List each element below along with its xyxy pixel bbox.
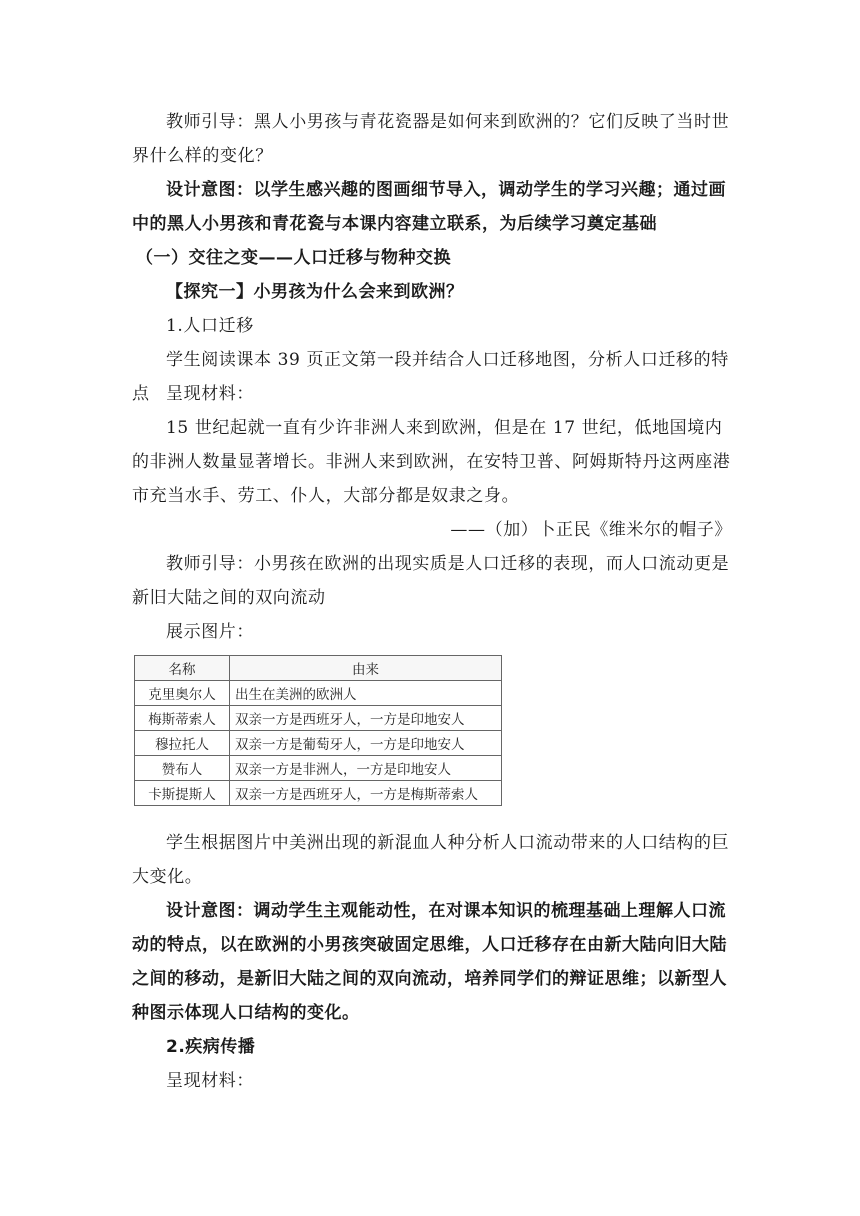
student-reading-paragraph: 学生阅读课本 39 页正文第一段并结合人口迁移地图，分析人口迁移的特点 bbox=[132, 350, 729, 404]
quote-source: ——（加）卜正民《维米尔的帽子》 bbox=[450, 520, 732, 540]
table-row bbox=[135, 706, 502, 731]
table-cell-origin: 双亲一方是西班牙人，一方是梅斯蒂索人 bbox=[230, 781, 502, 806]
design-intent-paragraph-1: 设计意图：以学生感兴趣的图画细节导入，调动学生的学习兴趣；通过画中的黑人小男孩和青花瓷与本课内容建立联系，为后续学习奠定基础 bbox=[132, 180, 726, 234]
table-cell-name: 穆拉托人 bbox=[135, 731, 230, 756]
student-analysis-paragraph: 学生根据图片中美洲出现的新混血人种分析人口流动带来的人口结构的巨大变化。 bbox=[132, 833, 730, 887]
table-cell-name: 卡斯提斯人 bbox=[135, 781, 230, 806]
table-row bbox=[135, 781, 502, 806]
table-cell-name: 梅斯蒂索人 bbox=[135, 706, 230, 731]
subheading-disease-spread: 2.疾病传播 bbox=[166, 1037, 256, 1057]
explore-heading-1: 【探究一】小男孩为什么会来到欧洲？ bbox=[166, 282, 464, 302]
mixed-race-table bbox=[134, 655, 502, 806]
material-quote-paragraph: 15 世纪起就一直有少许非洲人来到欧洲，但是在 17 世纪，低地国境内的非洲人数量显著增长。非洲人来到欧洲，在安特卫普、阿姆斯特丹这两座港市充当水手、劳工、仆人，大部分都是奴隶之身。 bbox=[132, 418, 731, 506]
present-material-label-2: 呈现材料： bbox=[166, 1071, 254, 1091]
table-cell-origin: 出生在美洲的欧洲人 bbox=[230, 681, 502, 706]
table-row bbox=[135, 756, 502, 781]
table-cell-origin: 双亲一方是非洲人，一方是印地安人 bbox=[230, 756, 502, 781]
table-header-origin: 由来 bbox=[230, 656, 502, 681]
table-cell-name: 赞布人 bbox=[135, 756, 230, 781]
show-image-label: 展示图片： bbox=[166, 622, 254, 642]
table-cell-name: 克里奥尔人 bbox=[135, 681, 230, 706]
table-cell-origin: 双亲一方是葡萄牙人，一方是印地安人 bbox=[230, 731, 502, 756]
table-row bbox=[135, 731, 502, 756]
table-header-name: 名称 bbox=[135, 656, 230, 681]
teacher-guide-paragraph-1: 教师引导：黑人小男孩与青花瓷器是如何来到欧洲的？它们反映了当时世界什么样的变化？ bbox=[132, 112, 730, 166]
section-heading-1: （一）交往之变——人口迁移与物种交换 bbox=[136, 248, 451, 268]
table-cell-origin: 双亲一方是西班牙人，一方是印地安人 bbox=[230, 706, 502, 731]
subheading-population-migration: 1.人口迁移 bbox=[166, 316, 254, 336]
design-intent-paragraph-2: 设计意图：调动学生主观能动性，在对课本知识的梳理基础上理解人口流动的特点，以在欧洲的小男孩突破固定思维，人口迁移存在由新大陆向旧大陆之间的移动，是新旧大陆之间的双向流动，培养同学们的辩证思维；以新型人种图示体现人口结构的变化。 bbox=[132, 901, 727, 1023]
teacher-guide-paragraph-2: 教师引导：小男孩在欧洲的出现实质是人口迁移的表现，而人口流动更是新旧大陆之间的双向流动 bbox=[132, 554, 730, 608]
present-material-label-1: 呈现材料： bbox=[166, 384, 254, 404]
table-header-row bbox=[135, 656, 502, 681]
table-row bbox=[135, 681, 502, 706]
